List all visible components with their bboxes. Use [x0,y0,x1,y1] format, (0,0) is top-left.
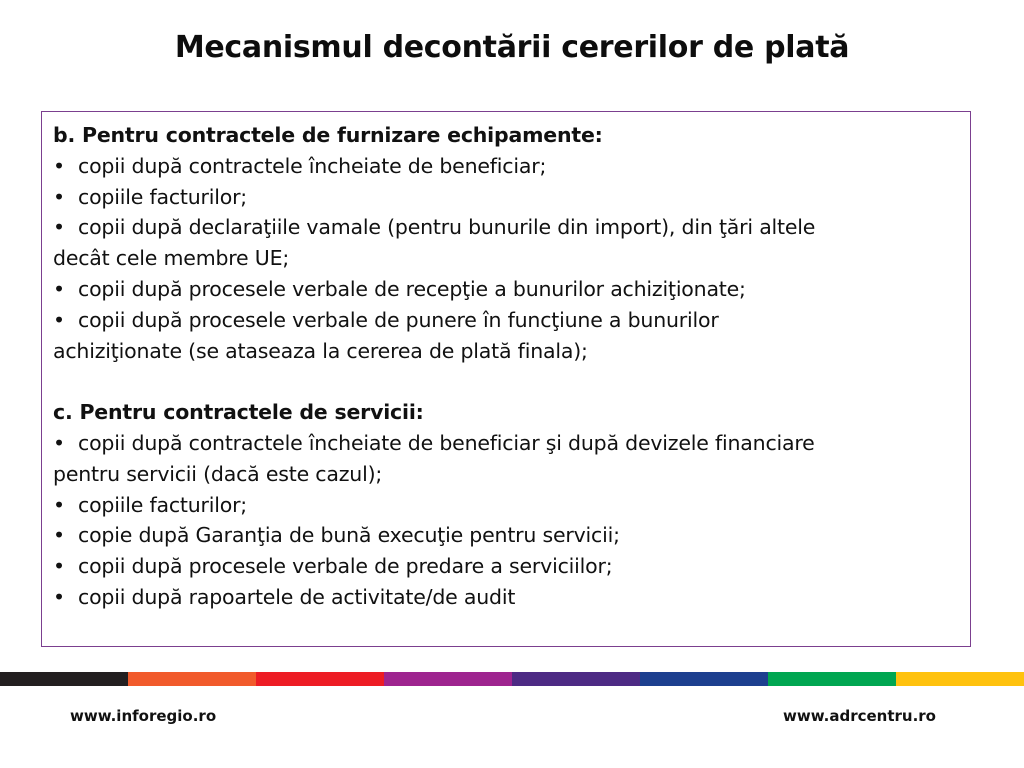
list-item-text: copie după Garanţia de bună execuţie pentru servicii; [78,523,620,548]
list-item-text: copii după procesele verbale de predare a serviciilor; [78,554,613,579]
footer-link-inforegio[interactable]: www.inforegio.ro [70,707,217,725]
list-item [53,520,959,551]
list-item [53,151,959,182]
bullet-icon: • [53,523,65,548]
list-item [53,428,959,459]
list-item-text: copiile facturilor; [78,492,248,517]
section-heading-b: b. Pentru contractele de furnizare echipamente: [53,123,603,147]
footer-link-adrcentru[interactable]: www.adrcentru.ro [783,707,936,725]
bullet-icon: • [53,430,65,455]
list-item [53,274,959,305]
bullet-icon: • [53,584,65,609]
list-item [53,305,959,336]
list-item-text: copii după contractele încheiate de beneficiar şi după devizele financiare [78,430,815,455]
brand-color-bar [0,672,1024,686]
list-item-continuation: pentru servicii (dacă este cazul); [53,461,383,486]
section-spacer [53,366,959,397]
color-bar-segment [0,672,128,686]
color-bar-segment [256,672,384,686]
bullet-icon: • [53,307,65,332]
list-item-text: copii după procesele verbale de recepţie a bunurilor achiziţionate; [78,276,746,301]
bullet-icon: • [53,184,65,209]
bullet-icon: • [53,492,65,517]
list-item [53,182,959,213]
bullet-icon: • [53,215,65,240]
list-item-text: copii după rapoartele de activitate/de audit [78,584,516,609]
color-bar-segment [128,672,256,686]
content-box [41,111,971,647]
color-bar-segment [384,672,512,686]
list-item-text: copii după contractele încheiate de beneficiar; [78,153,547,178]
color-bar-segment [640,672,768,686]
list-item [53,212,959,243]
list-item-text: copii după declaraţiile vamale (pentru bunurile din import), din ţări altele [78,215,816,240]
color-bar-segment [768,672,896,686]
bullet-icon: • [53,554,65,579]
list-item-text: copiile facturilor; [78,184,248,209]
bullet-icon: • [53,276,65,301]
color-bar-segment [896,672,1024,686]
bullet-icon: • [53,153,65,178]
list-item [53,582,959,613]
section-heading-c: c. Pentru contractele de servicii: [53,400,424,425]
list-item-continuation: achiziţionate (se ataseaza la cererea de plată finala); [53,338,588,363]
color-bar-segment [512,672,640,686]
slide-title: Mecanismul decontării cererilor de plată [174,30,850,65]
list-item [53,551,959,582]
list-item-continuation: decât cele membre UE; [53,246,290,271]
list-item-text: copii după procesele verbale de punere în funcţiune a bunurilor [78,307,719,332]
list-item [53,490,959,521]
